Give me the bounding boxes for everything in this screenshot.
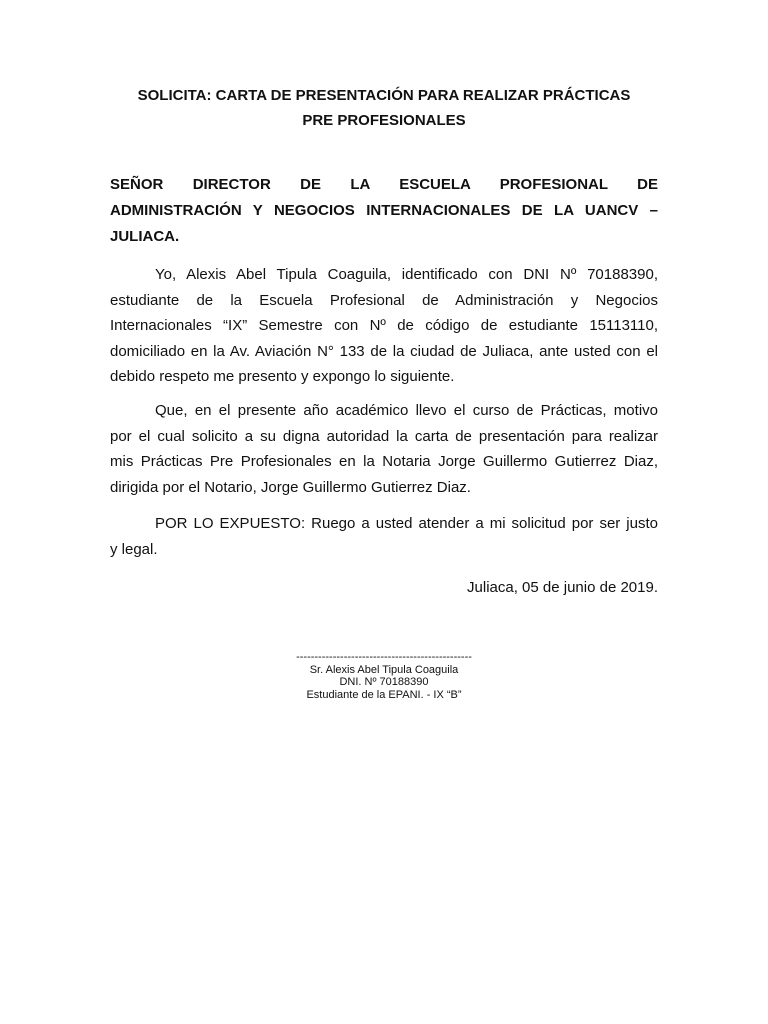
paragraph-line: domiciliado en la Av. Aviación N° 133 de la ciudad de Juliaca, ante usted con el: [110, 342, 658, 360]
paragraph-line: estudiante de la Escuela Profesional de Administración y Negocios: [110, 291, 658, 309]
signer-role: Estudiante de la EPANI. - IX “B”: [306, 688, 462, 701]
paragraph-introduction: [110, 262, 658, 390]
recipient-line-2: ADMINISTRACIÓN Y NEGOCIOS INTERNACIONALES DE LA UANCV –: [110, 202, 658, 219]
paragraph-line: POR LO EXPUESTO: Ruego a usted atender a mi solicitud por ser justo: [155, 515, 658, 532]
signer-dni: DNI. Nº 70188390: [339, 676, 429, 688]
subject-line-1: SOLICITA: CARTA DE PRESENTACIÓN PARA REALIZAR PRÁCTICAS: [137, 87, 631, 104]
paragraph-request: [110, 398, 658, 500]
paragraph-closing: [110, 511, 658, 562]
subject-line-2: PRE PROFESIONALES: [302, 112, 466, 129]
paragraph-line: por el cual solicito a su digna autoridad la carta de presentación para realizar: [110, 427, 658, 445]
paragraph-line: mis Prácticas Pre Profesionales en la Notaria Jorge Guillermo Gutierrez Diaz,: [110, 453, 658, 470]
signer-name: Sr. Alexis Abel Tipula Coaguila: [309, 663, 459, 676]
paragraph-line: debido respeto me presento y expongo lo siguiente.: [110, 368, 455, 385]
signature-line: ------------------------------------------------: [296, 651, 472, 663]
date-line: Juliaca, 05 de junio de 2019.: [467, 579, 658, 596]
paragraph-line: Internacionales “IX” Semestre con Nº de código de estudiante 15113110,: [110, 317, 658, 334]
recipient-line-1: SEÑOR DIRECTOR DE LA ESCUELA PROFESIONAL DE: [110, 176, 658, 193]
signature-block: [234, 651, 534, 701]
subject-heading: [110, 83, 658, 133]
recipient-block: [110, 172, 658, 250]
paragraph-line: y legal.: [110, 540, 158, 558]
paragraph-line: dirigida por el Notario, Jorge Guillermo Gutierrez Diaz.: [110, 478, 471, 496]
paragraph-line: Yo, Alexis Abel Tipula Coaguila, identificado con DNI Nº 70188390,: [155, 266, 658, 283]
paragraph-line: Que, en el presente año académico llevo el curso de Prácticas, motivo: [155, 402, 658, 419]
recipient-line-3: JULIACA.: [110, 228, 180, 245]
